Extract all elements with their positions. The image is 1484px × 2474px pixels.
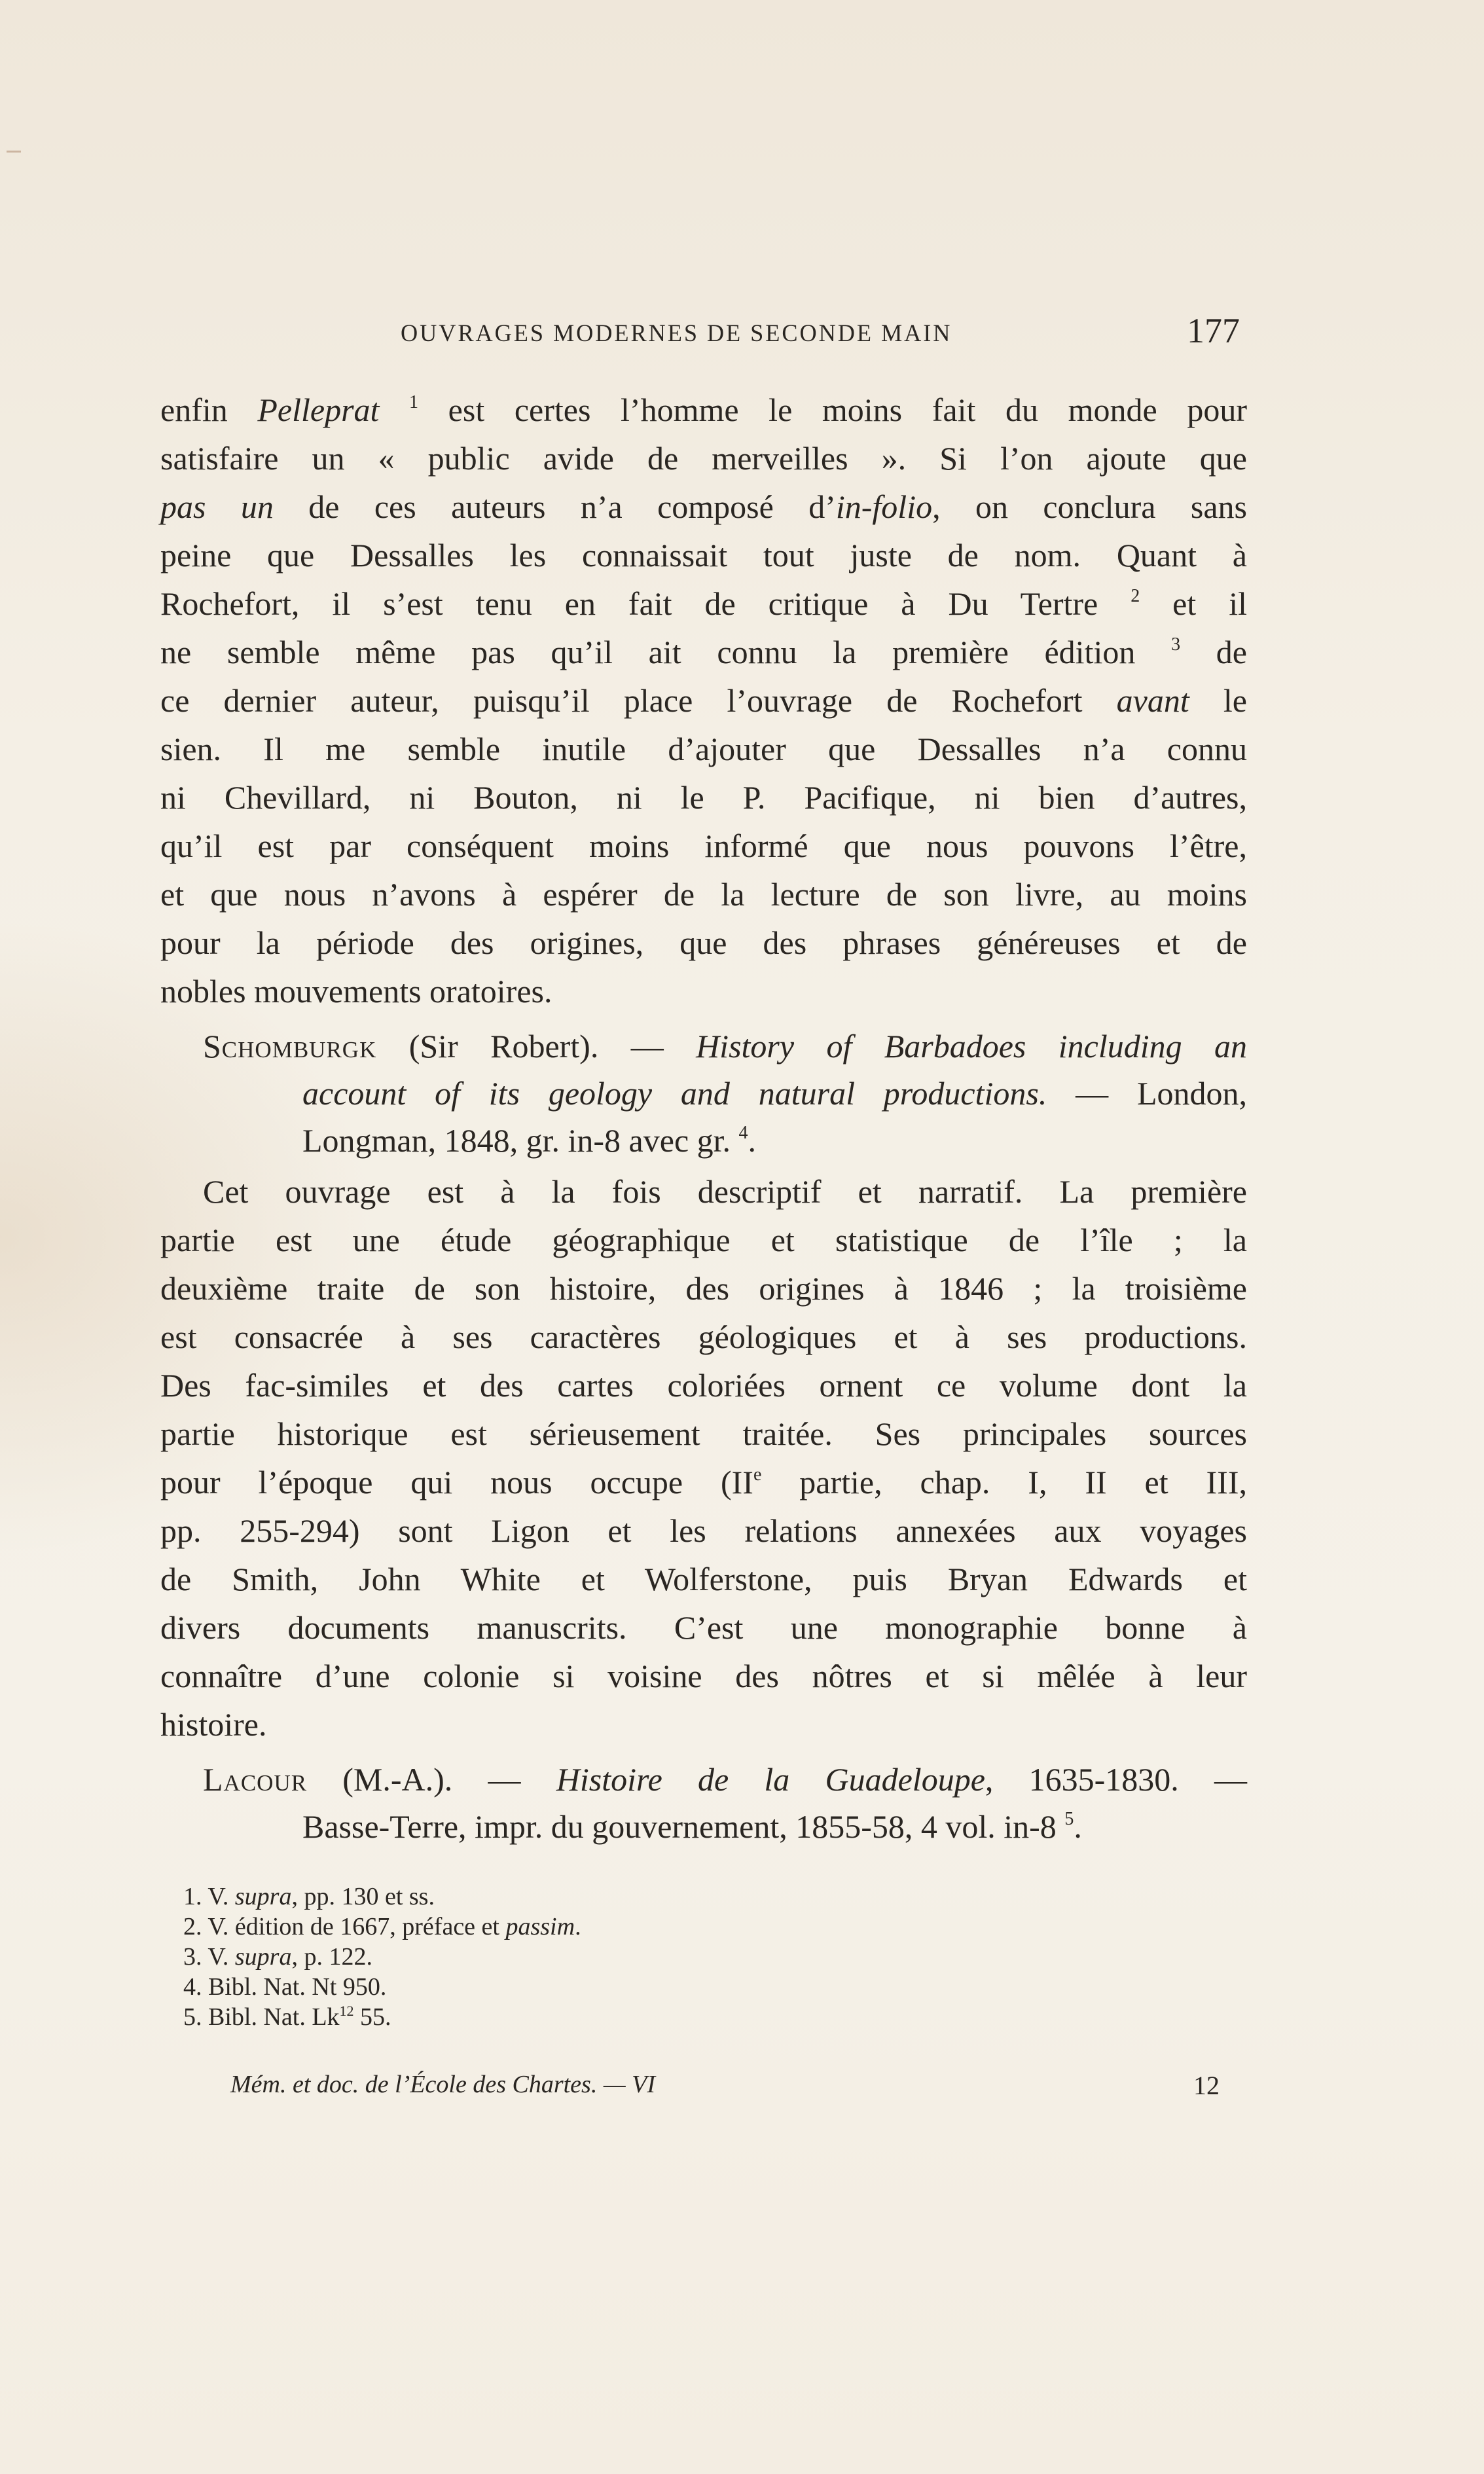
text-line: de Smith, John White et Wolferstone, puis Bryan Edwards et (160, 1561, 1247, 1597)
text-line: Des fac-similes et des cartes coloriées ornent ce volume dont la (160, 1367, 1247, 1404)
footnote-ref[interactable]: 4 (738, 1123, 748, 1143)
page-edge-mark (7, 151, 21, 153)
text-line: partie est une étude géographique et statistique de l’île ; la (160, 1222, 1247, 1258)
entry-title: Histoire de la Guadeloupe (556, 1761, 985, 1798)
text-line: connaître d’une colonie si voisine des nôtres et si mêlée à leur (160, 1658, 1247, 1694)
footnote-4: 4. Bibl. Nat. Nt 950. (183, 1973, 387, 2001)
printer-signature: Mém. et doc. de l’École des Chartes. — VI (230, 2071, 655, 2098)
text-line: est consacrée à ses caractères géologiques et à ses productions. (160, 1319, 1247, 1355)
text-line: Cet ouvrage est à la fois descriptif et narratif. La première (203, 1173, 1247, 1210)
text-line: enfin Pelleprat $^1$ est certes l’homme le moins fait du monde pour (160, 391, 1247, 428)
entry-line: Schomburgk (Sir Robert). — History of Barbadoes including an (203, 1028, 1247, 1064)
text-line: pour l’époque qui nous occupe (IIe partie, chap. I, II et III, (160, 1464, 1247, 1501)
entry-author: Lacour (203, 1761, 308, 1798)
footnote-ref[interactable]: 5 (1064, 1809, 1074, 1829)
text-line: nobles mouvements oratoires. (160, 973, 552, 1010)
footnote-ref[interactable]: 1 (409, 392, 419, 412)
text-line: divers documents manuscrits. C’est une monographie bonne à (160, 1609, 1247, 1646)
footnote-3: 3. V. supra, p. 122. (183, 1943, 372, 1971)
text-line: sien. Il me semble inutile d’ajouter que Dessalles n’a connu (160, 731, 1247, 767)
page-number: 177 (1187, 311, 1240, 350)
text-line: et que nous n’avons à espérer de la lecture de son livre, au moins (160, 876, 1247, 913)
text-line: satisfaire un « public avide de merveilles ». Si l’on ajoute que (160, 440, 1247, 477)
text-line: ne semble même pas qu’il ait connu la première édition $^3$ de (160, 634, 1247, 670)
footnote-ref[interactable]: 2 (1131, 586, 1140, 606)
entry-line: account of its geology and natural productions. — London, (302, 1075, 1247, 1112)
text-line: Rochefort, il s’est tenu en fait de critique à Du Tertre $^2$ et il (160, 585, 1247, 622)
footnote-5: 5. Bibl. Nat. Lk$^{12}$ 55. (183, 2003, 391, 2031)
text-line: qu’il est par conséquent moins informé que nous pouvons l’être, (160, 828, 1247, 864)
footnote-ref[interactable]: 3 (1171, 634, 1181, 655)
footnote-2: 2. V. édition de 1667, préface et passim. (183, 1913, 581, 1940)
text-line: pp. 255-294) sont Ligon et les relations annexées aux voyages (160, 1512, 1247, 1549)
entry-line: Lacour (M.-A.). — Histoire de la Guadeloupe, 1635-1830. — (203, 1761, 1247, 1798)
text-line: histoire. (160, 1706, 267, 1743)
text-line: ce dernier auteur, puisqu’il place l’ouvrage de Rochefort avant le (160, 682, 1247, 719)
entry-line: Basse-Terre, impr. du gouvernement, 1855-58, 4 vol. in-8 $^5$. (302, 1808, 1082, 1845)
text-line: pour la période des origines, que des phrases généreuses et de (160, 924, 1247, 961)
italic-name: Pelleprat (257, 391, 380, 428)
text-line: partie historique est sérieusement traitée. Ses principales sources (160, 1415, 1247, 1452)
sheet-number: 12 (1193, 2071, 1220, 2100)
entry-author: Schomburgk (203, 1028, 377, 1064)
running-head: OUVRAGES MODERNES DE SECONDE MAIN (401, 320, 952, 347)
entry-title: History of Barbadoes including an (696, 1028, 1247, 1064)
text-line: ni Chevillard, ni Bouton, ni le P. Pacifique, ni bien d’autres, (160, 779, 1247, 816)
text-line: deuxième traite de son histoire, des origines à 1846 ; la troisième (160, 1270, 1247, 1307)
entry-line: Longman, 1848, gr. in-8 avec gr. $^4$. (302, 1122, 757, 1159)
footnote-1: 1. V. supra, pp. 130 et ss. (183, 1883, 435, 1910)
text-line: pas un de ces auteurs n’a composé d’in-folio, on conclura sans (160, 488, 1247, 525)
text-line: peine que Dessalles les connaissait tout juste de nom. Quant à (160, 537, 1247, 573)
